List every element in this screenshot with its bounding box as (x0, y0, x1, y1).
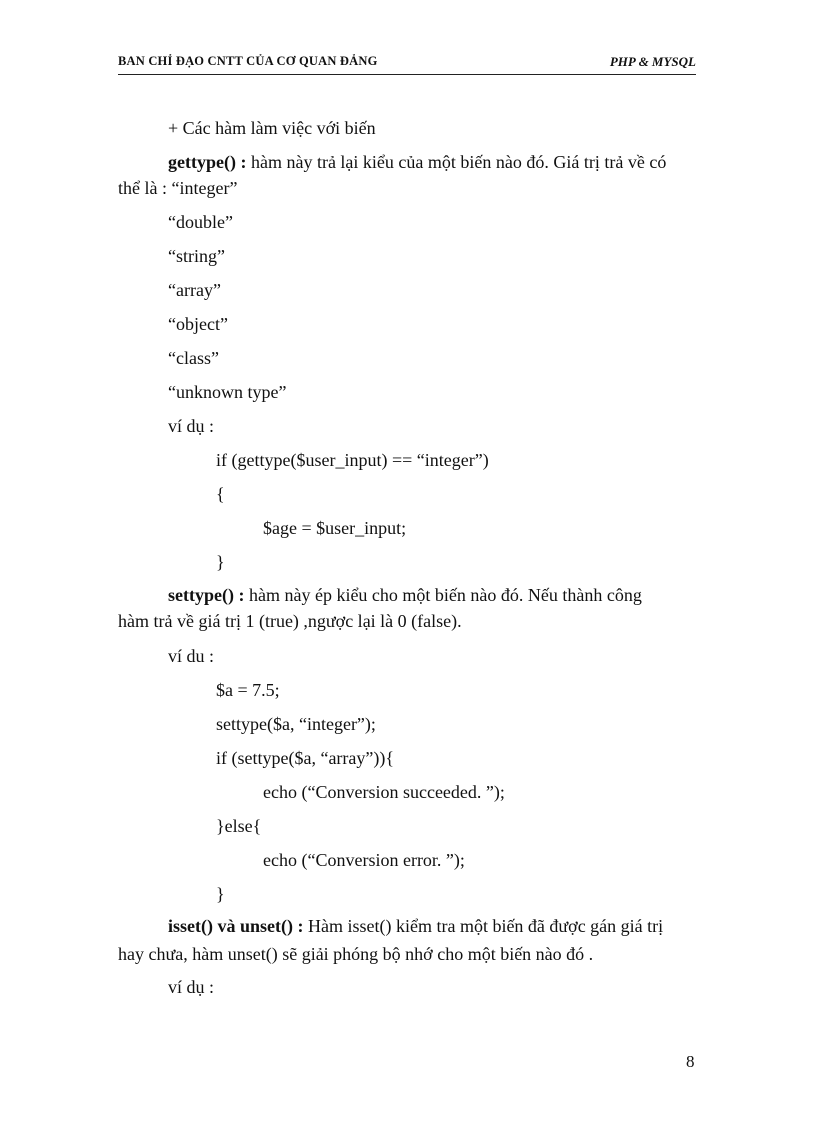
gettype-desc-text: hàm này trả lại kiểu của một biến nào đó. Giá trị trả về có (246, 152, 667, 172)
isset-desc-line2: hay chưa, hàm unset() sẽ giải phóng bộ nhớ cho một biến nào đó . (118, 944, 594, 964)
header-book-title: PHP & MYSQL (609, 54, 696, 69)
gettype-desc-line2: thể là : “integer” (118, 178, 238, 198)
settype-example-label: ví du : (168, 646, 215, 666)
isset-function-name: isset() và unset() : (168, 916, 304, 936)
type-item: “object” (168, 314, 228, 334)
running-header (118, 54, 696, 75)
type-item: “string” (168, 246, 225, 266)
settype-desc-line2: hàm trả về giá trị 1 (true) ,ngược lại là 0 (false). (118, 611, 462, 631)
gettype-function-name: gettype() : (168, 152, 247, 172)
type-item: “class” (168, 348, 219, 368)
settype-desc-text: hàm này ép kiểu cho một biến nào đó. Nếu thành công (244, 585, 642, 605)
isset-example-label: ví dụ : (168, 977, 215, 997)
code-line: if (gettype($user_input) == “integer”) (216, 450, 489, 470)
code-line: echo (“Conversion error. ”); (263, 850, 465, 870)
isset-desc-line1 (168, 915, 663, 937)
gettype-example-label: ví dụ : (168, 416, 215, 436)
type-item: “unknown type” (168, 382, 287, 402)
settype-function-name: settype() : (168, 585, 245, 605)
code-line: } (216, 552, 225, 572)
type-item: “double” (168, 212, 233, 232)
code-line: $a = 7.5; (216, 680, 280, 700)
code-line: echo (“Conversion succeeded. ”); (263, 782, 505, 802)
type-item: “array” (168, 280, 221, 300)
header-organization: BAN CHỈ ĐẠO CNTT CỦA CƠ QUAN ĐẢNG (118, 54, 378, 68)
code-line: if (settype($a, “array”)){ (216, 748, 395, 768)
code-line: settype($a, “integer”); (216, 714, 376, 734)
gettype-desc-line1 (168, 151, 666, 173)
settype-desc-line1 (168, 584, 642, 606)
code-line: $age = $user_input; (263, 518, 407, 538)
page-number: 8 (686, 1052, 695, 1071)
section-intro: + Các hàm làm việc với biến (168, 118, 376, 138)
code-line: }else{ (216, 816, 262, 836)
code-line: { (216, 484, 225, 504)
isset-desc-text: Hàm isset() kiểm tra một biến đã được gán giá trị (303, 916, 664, 936)
code-line: } (216, 884, 225, 904)
